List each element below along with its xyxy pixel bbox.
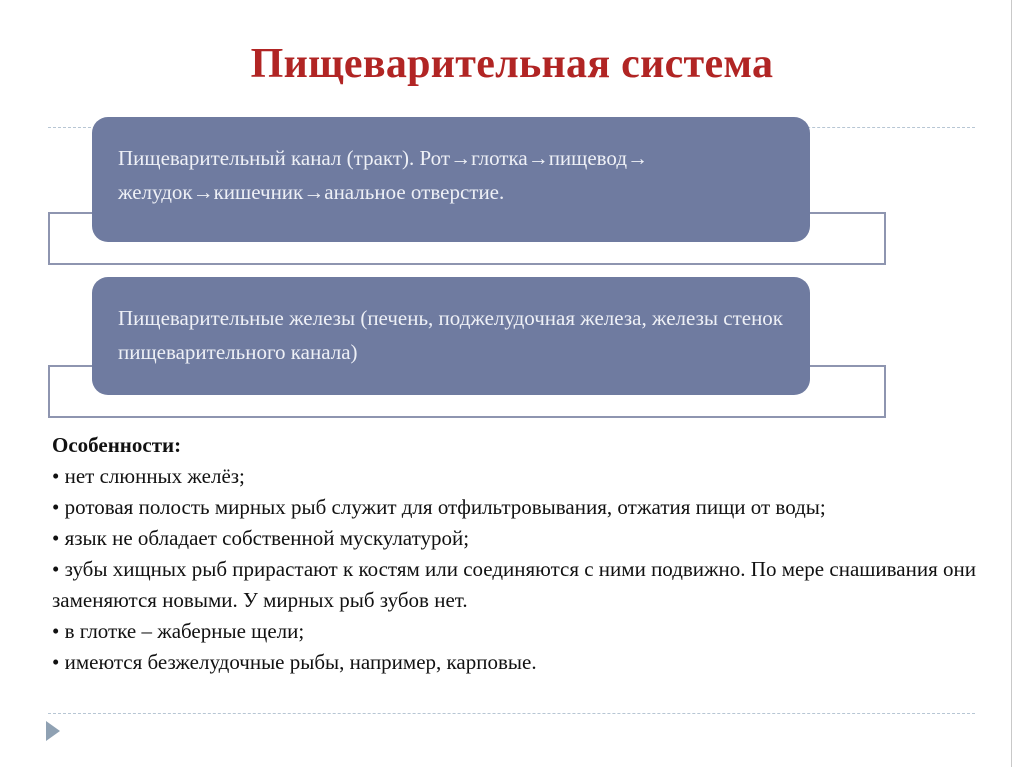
digestive-glands-box — [92, 277, 810, 395]
bottom-dashed-divider — [48, 713, 975, 714]
slide-right-border — [1011, 0, 1012, 767]
digestive-tract-text: Пищеварительный канал (тракт). Рот→глотка→пищевод→ желудок→кишечник→анальное отверстие. — [118, 146, 649, 204]
slide-title: Пищеварительная система — [250, 41, 774, 87]
features-heading: Особенности: — [52, 433, 182, 457]
feature-item: • ротовая полость мирных рыб служит для отфильтровывания, отжатия пищи от воды; — [52, 495, 826, 519]
digestive-glands-text: Пищеварительные железы (печень, поджелудочная железа, железы стенок пищеварительного канала) — [118, 306, 784, 364]
digestive-tract-box — [92, 117, 810, 242]
feature-item: • в глотке – жаберные щели; — [52, 619, 305, 643]
feature-item: • нет слюнных желёз; — [52, 464, 245, 488]
features-block — [52, 430, 982, 678]
feature-item: • имеются безжелудочные рыбы, например, карповые. — [52, 650, 537, 674]
feature-item: • зубы хищных рыб прирастают к костям или соединяются с ними подвижно. По мере снашивания они заменяются новыми. У мирных рыб зубов нет. — [52, 557, 976, 612]
play-triangle-icon — [46, 721, 60, 741]
feature-item: • язык не обладает собственной мускулатурой; — [52, 526, 470, 550]
